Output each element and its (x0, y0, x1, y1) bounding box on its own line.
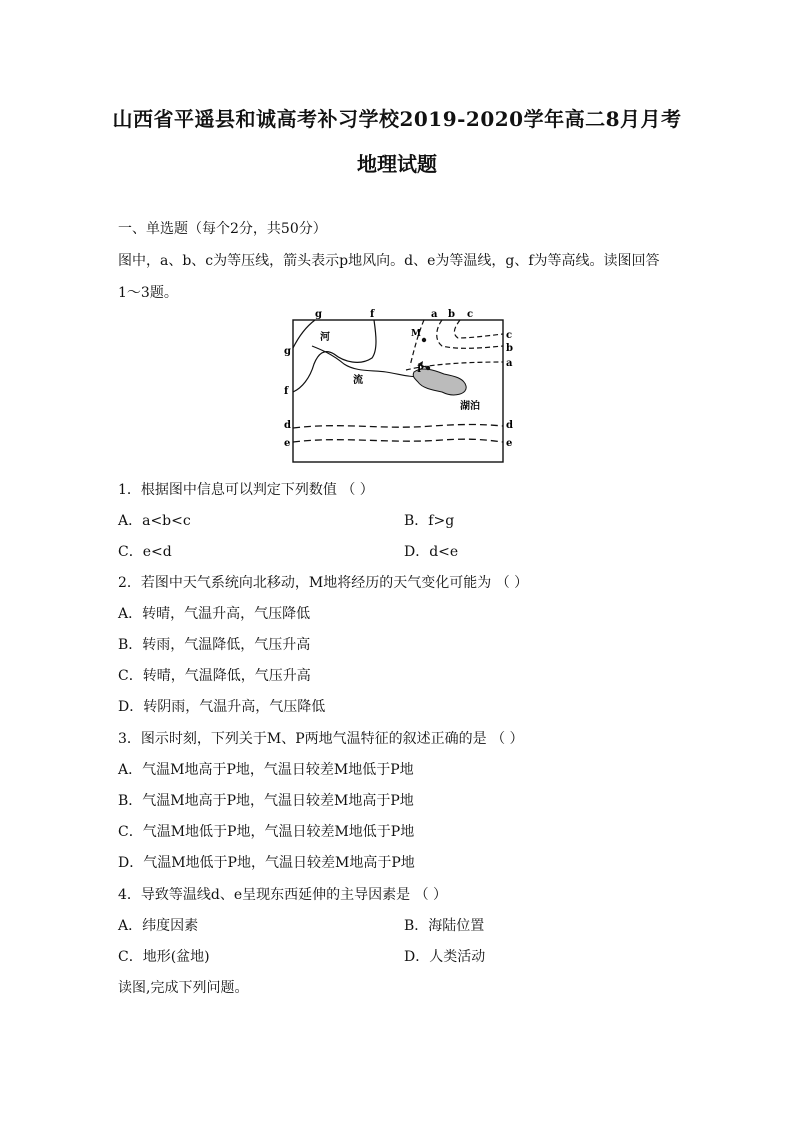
section-heading: 一、单选题（每个2分，共50分） (118, 221, 327, 237)
label-e-left: e (284, 438, 291, 449)
question-4-option-b: B．海陆位置 (404, 918, 485, 934)
question-4-option-d: D．人类活动 (404, 949, 486, 965)
label-river-2: 流 (353, 375, 363, 386)
label-river-1: 河 (320, 332, 330, 343)
question-4-option-c: C．地形(盆地) (118, 949, 210, 965)
point-m (422, 338, 426, 342)
label-p: P (417, 365, 424, 375)
question-1-option-b: B．f>g (404, 513, 455, 529)
label-lake: 湖泊 (460, 401, 480, 412)
intro-text-line2: 1～3题。 (118, 285, 178, 301)
document-title: 山西省平遥县和诚高考补习学校2019-2020学年高二8月月考 (112, 107, 682, 131)
intro-text-line1: 图中，a、b、c为等压线，箭头表示p地风向。d、e为等温线，g、f为等高线。读图回答 (118, 253, 660, 269)
label-g-top: g (315, 309, 322, 320)
question-2-option-c: C．转晴，气温降低，气压升高 (118, 668, 311, 684)
label-f-top: f (370, 309, 375, 320)
label-a-top: a (431, 309, 438, 320)
question-1-stem: 1．根据图中信息可以判定下列数值 （ ） (118, 482, 374, 498)
label-c-right: c (506, 330, 513, 341)
label-m: M (411, 329, 421, 339)
label-b-top: b (448, 309, 455, 320)
isobar-a-upper (410, 320, 424, 366)
question-1-option-a: A．a<b<c (118, 513, 191, 529)
label-a-right: a (506, 358, 513, 369)
isobar-b (437, 320, 503, 348)
label-f-left: f (284, 386, 289, 397)
question-4-option-a: A．纬度因素 (118, 918, 199, 934)
question-3-option-c: C．气温M地低于P地，气温日较差M地低于P地 (118, 824, 415, 840)
question-3-option-b: B．气温M地高于P地，气温日较差M地高于P地 (118, 793, 414, 809)
label-c-top: c (467, 309, 474, 320)
label-g-left: g (284, 346, 291, 357)
river-line (312, 346, 422, 377)
map-figure (282, 306, 522, 466)
question-1-option-c: C．e<d (118, 544, 172, 560)
question-4-stem: 4．导致等温线d、e呈现东西延伸的主导因素是 （ ） (118, 887, 448, 903)
question-2-option-a: A．转晴，气温升高，气压降低 (118, 606, 311, 622)
question-3-option-d: D．气温M地低于P地，气温日较差M地高于P地 (118, 855, 415, 871)
question-2-option-d: D．转阴雨，气温升高，气压降低 (118, 699, 326, 715)
closing-instruction: 读图,完成下列问题。 (118, 980, 249, 996)
isobar-c (454, 320, 503, 338)
label-b-right: b (506, 343, 513, 354)
isotherm-e (293, 439, 503, 442)
label-d-left: d (284, 420, 291, 431)
question-2-option-b: B．转雨，气温降低，气压升高 (118, 637, 311, 653)
question-3-option-a: A．气温M地高于P地，气温日较差M地低于P地 (118, 762, 414, 778)
isotherm-d (293, 425, 503, 429)
question-3-stem: 3．图示时刻，下列关于M、P两地气温特征的叙述正确的是 （ ） (118, 731, 524, 747)
question-2-stem: 2．若图中天气系统向北移动，M地将经历的天气变化可能为 （ ） (118, 575, 529, 591)
question-1-option-d: D．d<e (404, 544, 459, 560)
contour-line-f (293, 320, 376, 392)
contour-line-g (293, 320, 315, 348)
document-subtitle: 地理试题 (357, 152, 437, 176)
label-e-right: e (506, 438, 513, 449)
label-d-right: d (506, 420, 513, 431)
